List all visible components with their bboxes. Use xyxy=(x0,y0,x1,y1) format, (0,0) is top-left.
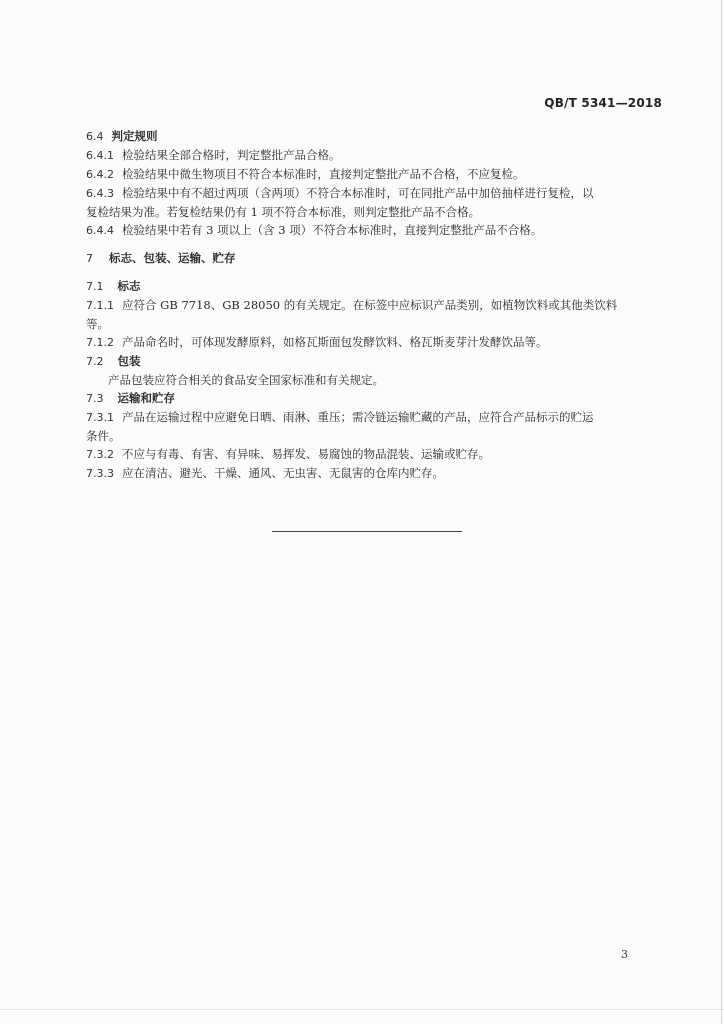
clause-7-3-1 xyxy=(86,408,676,427)
clause-text: 检验结果全部合格时，判定整批产品合格。 xyxy=(122,148,341,162)
clause-text: 不应与有毒、有害、有异味、易挥发、易腐蚀的物品混装、运输或贮存。 xyxy=(122,447,490,461)
section-number: 6.4 xyxy=(86,130,104,143)
section-heading: 包装 xyxy=(117,354,141,368)
section-heading: 运输和贮存 xyxy=(117,391,175,405)
clause-text: 检验结果中微生物项目不符合本标准时，直接判定整批产品不合格，不应复检。 xyxy=(122,167,525,181)
clause-number: 7.3.3 xyxy=(86,467,114,480)
clause-6-4-1 xyxy=(86,146,676,165)
clause-6-4-4 xyxy=(86,221,676,240)
section-6-4 xyxy=(86,127,676,146)
standard-code: QB/T 5341—2018 xyxy=(544,96,662,110)
chapter-heading: 标志、包装、运输、贮存 xyxy=(109,251,236,265)
clause-7-1-2 xyxy=(86,333,676,352)
page-number: 3 xyxy=(621,948,628,961)
clause-number: 6.4.4 xyxy=(86,224,114,237)
clause-text: 应符合 GB 7718、GB 28050 的有关规定。在标签中应标识产品类别，如植物饮料或其他类饮料 xyxy=(122,298,618,312)
clause-7-1-1 xyxy=(86,296,676,315)
chapter-number: 7 xyxy=(86,252,93,265)
section-7-1 xyxy=(86,277,676,296)
scan-edge-right xyxy=(721,0,722,1024)
clause-text: 应在清洁、避光、干燥、通风、无虫害、无鼠害的仓库内贮存。 xyxy=(122,466,444,480)
clause-text: 检验结果中若有 3 项以上（含 3 项）不符合本标准时，直接判定整批产品不合格。 xyxy=(122,223,543,237)
clause-7-3-1-continued: 条件。 xyxy=(86,429,121,443)
packaging-paragraph: 产品包装应符合相关的食品安全国家标准和有关规定。 xyxy=(108,373,384,387)
section-number: 7.3 xyxy=(86,392,104,405)
section-heading: 标志 xyxy=(117,279,141,293)
clause-7-1-1-continued: 等。 xyxy=(86,317,109,331)
document-body xyxy=(86,127,676,483)
section-number: 7.2 xyxy=(86,355,104,368)
clause-number: 7.1.2 xyxy=(86,336,114,349)
end-rule-divider xyxy=(272,531,462,532)
section-7-3 xyxy=(86,389,676,408)
section-number: 7.1 xyxy=(86,280,104,293)
section-7-2 xyxy=(86,352,676,371)
clause-6-4-3-continued: 复检结果为准。若复检结果仍有 1 项不符合本标准，则判定整批产品不合格。 xyxy=(86,205,481,219)
clause-text: 检验结果中有不超过两项（含两项）不符合本标准时，可在同批产品中加倍抽样进行复检，以 xyxy=(122,186,594,200)
clause-number: 6.4.1 xyxy=(86,149,114,162)
chapter-7 xyxy=(86,249,676,268)
scan-edge-bottom xyxy=(0,1009,724,1010)
clause-number: 6.4.3 xyxy=(86,187,114,200)
clause-number: 6.4.2 xyxy=(86,168,114,181)
clause-7-3-3 xyxy=(86,464,676,483)
clause-6-4-3 xyxy=(86,184,676,203)
clause-6-4-2 xyxy=(86,165,676,184)
clause-7-3-2 xyxy=(86,445,676,464)
clause-number: 7.3.1 xyxy=(86,411,114,424)
clause-number: 7.1.1 xyxy=(86,299,114,312)
section-heading: 判定规则 xyxy=(111,129,158,143)
clause-text: 产品在运输过程中应避免日晒、雨淋、重压；需冷链运输贮藏的产品，应符合产品标示的贮运 xyxy=(122,410,594,424)
clause-number: 7.3.2 xyxy=(86,448,114,461)
clause-text: 产品命名时，可体现发酵原料，如格瓦斯面包发酵饮料、格瓦斯麦芽汁发酵饮品等。 xyxy=(122,335,548,349)
